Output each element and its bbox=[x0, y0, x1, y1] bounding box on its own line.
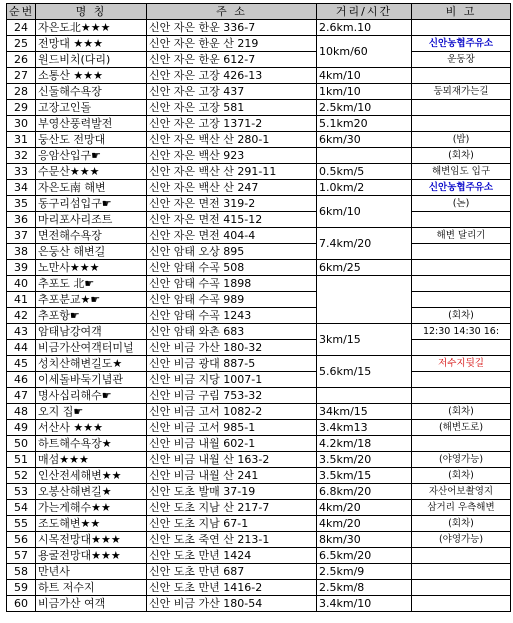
row-number: 39 bbox=[7, 260, 36, 276]
row-number: 55 bbox=[7, 516, 36, 532]
place-name: 고장고인돌 bbox=[36, 100, 147, 116]
address: 신안 자은 고장 426-13 bbox=[147, 68, 317, 84]
header-name: 명 칭 bbox=[36, 4, 147, 20]
note bbox=[412, 436, 511, 452]
table-row bbox=[7, 356, 511, 372]
note bbox=[412, 276, 511, 292]
distance-time: 5.6km/15 bbox=[317, 356, 412, 388]
note bbox=[412, 20, 511, 36]
note bbox=[412, 564, 511, 580]
place-name: 만년사 bbox=[36, 564, 147, 580]
address: 신안 자은 면전 404-4 bbox=[147, 228, 317, 244]
note bbox=[412, 260, 511, 276]
row-number: 58 bbox=[7, 564, 36, 580]
address: 신안 자은 고장 581 bbox=[147, 100, 317, 116]
address: 신안 자은 고장 1371-2 bbox=[147, 116, 317, 132]
place-name: 수문산★★★ bbox=[36, 164, 147, 180]
place-name: 전망대 ★★★ bbox=[36, 36, 147, 52]
address: 신안 자은 한운 336-7 bbox=[147, 20, 317, 36]
note bbox=[412, 372, 511, 388]
place-name: 자은도南 해변 bbox=[36, 180, 147, 196]
row-number: 52 bbox=[7, 468, 36, 484]
table-row bbox=[7, 484, 511, 500]
table-row bbox=[7, 180, 511, 196]
distance-time: 3.4km/10 bbox=[317, 596, 412, 612]
address: 신안 비금 고서 1082-2 bbox=[147, 404, 317, 420]
row-number: 44 bbox=[7, 340, 36, 356]
table-row bbox=[7, 372, 511, 388]
distance-time: 8km/30 bbox=[317, 532, 412, 548]
row-number: 30 bbox=[7, 116, 36, 132]
distance-time: 4km/20 bbox=[317, 500, 412, 516]
note: (회차) bbox=[412, 148, 511, 164]
note: (야영가능) bbox=[412, 452, 511, 468]
distance-time: 5.1km20 bbox=[317, 116, 412, 132]
table-row bbox=[7, 580, 511, 596]
note: 삼거리 우측해변 bbox=[412, 500, 511, 516]
table-row bbox=[7, 452, 511, 468]
place-name: 하트해수욕장★ bbox=[36, 436, 147, 452]
distance-time: 2.6km.10 bbox=[317, 20, 412, 36]
header-address: 주 소 bbox=[147, 4, 317, 20]
distance-time: 7.4km/20 bbox=[317, 228, 412, 260]
place-name: 오봉산해변길★ bbox=[36, 484, 147, 500]
place-name: 인산전세해변★★ bbox=[36, 468, 147, 484]
table-row bbox=[7, 164, 511, 180]
note: (회차) bbox=[412, 516, 511, 532]
place-name: 비금가산 여객 bbox=[36, 596, 147, 612]
place-name: 자은도北★★★ bbox=[36, 20, 147, 36]
distance-time: 3km/15 bbox=[317, 324, 412, 356]
address: 신안 자은 고장 437 bbox=[147, 84, 317, 100]
address: 신안 도초 지남 67-1 bbox=[147, 516, 317, 532]
place-name: 추포분교★☛ bbox=[36, 292, 147, 308]
distance-time: 3.5km/15 bbox=[317, 468, 412, 484]
note bbox=[412, 548, 511, 564]
address: 신안 암태 오상 895 bbox=[147, 244, 317, 260]
distance-time: 4km/20 bbox=[317, 516, 412, 532]
place-name: 은둥산 해변길 bbox=[36, 244, 147, 260]
place-name: 둥산도 전망대 bbox=[36, 132, 147, 148]
table-row bbox=[7, 228, 511, 244]
address: 신안 자은 백산 923 bbox=[147, 148, 317, 164]
row-number: 34 bbox=[7, 180, 36, 196]
table-row bbox=[7, 116, 511, 132]
route-table bbox=[6, 3, 511, 612]
address: 신안 비금 내월 산 163-2 bbox=[147, 452, 317, 468]
row-number: 25 bbox=[7, 36, 36, 52]
header-distance: 거리/시간 bbox=[317, 4, 412, 20]
address: 신안 비금 내월 산 241 bbox=[147, 468, 317, 484]
note bbox=[412, 580, 511, 596]
place-name: 암태남강여객 bbox=[36, 324, 147, 340]
row-number: 33 bbox=[7, 164, 36, 180]
header-note: 비 고 bbox=[412, 4, 511, 20]
address: 신안 도초 만년 687 bbox=[147, 564, 317, 580]
note bbox=[412, 100, 511, 116]
place-name: 비금가산여객터미널 bbox=[36, 340, 147, 356]
row-number: 54 bbox=[7, 500, 36, 516]
table-row bbox=[7, 100, 511, 116]
table-row bbox=[7, 212, 511, 228]
note: (논) bbox=[412, 196, 511, 212]
row-number: 36 bbox=[7, 212, 36, 228]
row-number: 56 bbox=[7, 532, 36, 548]
header-number: 순번 bbox=[7, 4, 36, 20]
address: 신안 비금 가산 180-54 bbox=[147, 596, 317, 612]
place-name: 이세돌바둑기념관 bbox=[36, 372, 147, 388]
note bbox=[412, 116, 511, 132]
place-name: 오지 집☛ bbox=[36, 404, 147, 420]
row-number: 26 bbox=[7, 52, 36, 68]
table-row bbox=[7, 324, 511, 340]
place-name: 부영산풍력발전 bbox=[36, 116, 147, 132]
row-number: 46 bbox=[7, 372, 36, 388]
table-row bbox=[7, 276, 511, 292]
place-name: 하트 저수지 bbox=[36, 580, 147, 596]
row-number: 48 bbox=[7, 404, 36, 420]
address: 신안 자은 면전 319-2 bbox=[147, 196, 317, 212]
place-name: 조도해변★★ bbox=[36, 516, 147, 532]
row-number: 49 bbox=[7, 420, 36, 436]
table-row bbox=[7, 84, 511, 100]
distance-time: 6.5km/20 bbox=[317, 548, 412, 564]
place-name: 마리포사리조트 bbox=[36, 212, 147, 228]
distance-time: 34km/15 bbox=[317, 404, 412, 420]
row-number: 29 bbox=[7, 100, 36, 116]
place-name: 응암산입구☛ bbox=[36, 148, 147, 164]
distance-time: 10km/60 bbox=[317, 36, 412, 68]
note: (회차) bbox=[412, 468, 511, 484]
table-row bbox=[7, 500, 511, 516]
note: (밥) bbox=[412, 132, 511, 148]
note: 자산어보촬영지 bbox=[412, 484, 511, 500]
table-row bbox=[7, 244, 511, 260]
table-row bbox=[7, 564, 511, 580]
table-row bbox=[7, 468, 511, 484]
row-number: 27 bbox=[7, 68, 36, 84]
distance-time: 0.5km/5 bbox=[317, 164, 412, 180]
table-row bbox=[7, 388, 511, 404]
row-number: 60 bbox=[7, 596, 36, 612]
travel-route-table bbox=[6, 3, 510, 612]
place-name: 소통산 ★★★ bbox=[36, 68, 147, 84]
address: 신안 비금 내월 602-1 bbox=[147, 436, 317, 452]
place-name: 노만사★★★ bbox=[36, 260, 147, 276]
row-number: 28 bbox=[7, 84, 36, 100]
distance-time: 6km/30 bbox=[317, 132, 412, 148]
note: 신안농협주유소 bbox=[412, 36, 511, 52]
table-row bbox=[7, 436, 511, 452]
table-row bbox=[7, 20, 511, 36]
place-name: 추포도 北☛ bbox=[36, 276, 147, 292]
row-number: 24 bbox=[7, 20, 36, 36]
place-name: 시목전망대★★★ bbox=[36, 532, 147, 548]
table-row bbox=[7, 148, 511, 164]
distance-time: 1.0km/2 bbox=[317, 180, 412, 196]
note: (해변도로) bbox=[412, 420, 511, 436]
table-row bbox=[7, 516, 511, 532]
table-row bbox=[7, 420, 511, 436]
table-row bbox=[7, 68, 511, 84]
distance-time: 3.5km/20 bbox=[317, 452, 412, 468]
distance-time: 6.8km/20 bbox=[317, 484, 412, 500]
row-number: 40 bbox=[7, 276, 36, 292]
address: 신안 암태 수곡 508 bbox=[147, 260, 317, 276]
address: 신안 자은 한운 산 219 bbox=[147, 36, 317, 52]
distance-time: 2.5km/8 bbox=[317, 580, 412, 596]
note: 둥뫼재가는길 bbox=[412, 84, 511, 100]
table-row bbox=[7, 340, 511, 356]
address: 신안 도초 지남 산 217-7 bbox=[147, 500, 317, 516]
address: 신안 자은 면전 415-12 bbox=[147, 212, 317, 228]
row-number: 43 bbox=[7, 324, 36, 340]
address: 신안 자은 백산 산 247 bbox=[147, 180, 317, 196]
row-number: 31 bbox=[7, 132, 36, 148]
note bbox=[412, 596, 511, 612]
row-number: 38 bbox=[7, 244, 36, 260]
table-row bbox=[7, 404, 511, 420]
place-name: 서산사 ★★★ bbox=[36, 420, 147, 436]
note: 운동장 bbox=[412, 52, 511, 68]
distance-time bbox=[317, 148, 412, 164]
address: 신안 도초 만년 1416-2 bbox=[147, 580, 317, 596]
row-number: 47 bbox=[7, 388, 36, 404]
distance-time: 2.5km/10 bbox=[317, 100, 412, 116]
distance-time: 4km/10 bbox=[317, 68, 412, 84]
address: 신안 도초 죽연 산 213-1 bbox=[147, 532, 317, 548]
row-number: 37 bbox=[7, 228, 36, 244]
row-number: 45 bbox=[7, 356, 36, 372]
place-name: 신둘해수욕장 bbox=[36, 84, 147, 100]
row-number: 51 bbox=[7, 452, 36, 468]
header-row bbox=[7, 4, 511, 20]
row-number: 59 bbox=[7, 580, 36, 596]
row-number: 42 bbox=[7, 308, 36, 324]
address: 신안 비금 광대 887-5 bbox=[147, 356, 317, 372]
distance-time: 6km/10 bbox=[317, 196, 412, 228]
note: 해변임도 입구 bbox=[412, 164, 511, 180]
address: 신안 자은 한운 612-7 bbox=[147, 52, 317, 68]
table-row bbox=[7, 132, 511, 148]
place-name: 용굴전망대★★★ bbox=[36, 548, 147, 564]
note bbox=[412, 292, 511, 308]
place-name: 명사십리해수☛ bbox=[36, 388, 147, 404]
note bbox=[412, 388, 511, 404]
note: 저수지뒷길 bbox=[412, 356, 511, 372]
row-number: 35 bbox=[7, 196, 36, 212]
note bbox=[412, 68, 511, 84]
address: 신안 비금 고서 985-1 bbox=[147, 420, 317, 436]
distance-time: 4.2km/18 bbox=[317, 436, 412, 452]
address: 신안 비금 가산 180-32 bbox=[147, 340, 317, 356]
table-row bbox=[7, 292, 511, 308]
note bbox=[412, 212, 511, 228]
place-name: 매섬★★★ bbox=[36, 452, 147, 468]
distance-time bbox=[317, 388, 412, 404]
note: (회차) bbox=[412, 404, 511, 420]
table-row bbox=[7, 548, 511, 564]
address: 신안 도초 발매 37-19 bbox=[147, 484, 317, 500]
row-number: 53 bbox=[7, 484, 36, 500]
address: 신안 암태 수곡 1243 bbox=[147, 308, 317, 324]
address: 신안 암태 와촌 683 bbox=[147, 324, 317, 340]
address: 신안 암태 수곡 989 bbox=[147, 292, 317, 308]
note: 해변 달리기 bbox=[412, 228, 511, 244]
table-row bbox=[7, 52, 511, 68]
row-number: 32 bbox=[7, 148, 36, 164]
place-name: 가는게해수★★ bbox=[36, 500, 147, 516]
table-row bbox=[7, 308, 511, 324]
note: 신안농협주유소 bbox=[412, 180, 511, 196]
distance-time: 6km/25 bbox=[317, 260, 412, 276]
note bbox=[412, 340, 511, 356]
address: 신안 자은 백산 산 291-11 bbox=[147, 164, 317, 180]
distance-time bbox=[317, 276, 412, 324]
table-row bbox=[7, 596, 511, 612]
address: 신안 암태 수곡 1898 bbox=[147, 276, 317, 292]
distance-time: 2.5km/9 bbox=[317, 564, 412, 580]
address: 신안 비금 지당 1007-1 bbox=[147, 372, 317, 388]
note: (회차) bbox=[412, 308, 511, 324]
table-row bbox=[7, 532, 511, 548]
row-number: 50 bbox=[7, 436, 36, 452]
address: 신안 자은 백산 산 280-1 bbox=[147, 132, 317, 148]
table-row bbox=[7, 36, 511, 52]
distance-time: 3.4km13 bbox=[317, 420, 412, 436]
row-number: 41 bbox=[7, 292, 36, 308]
place-name: 추포항☛ bbox=[36, 308, 147, 324]
address: 신안 비금 구림 753-32 bbox=[147, 388, 317, 404]
place-name: 동구리섬입구☛ bbox=[36, 196, 147, 212]
place-name: 원드비치(다리) bbox=[36, 52, 147, 68]
note: (야영가능) bbox=[412, 532, 511, 548]
table-row bbox=[7, 196, 511, 212]
distance-time: 1km/10 bbox=[317, 84, 412, 100]
note bbox=[412, 244, 511, 260]
place-name: 성치산해변길도★ bbox=[36, 356, 147, 372]
note: 12:30 14:30 16: bbox=[412, 324, 511, 340]
table-row bbox=[7, 260, 511, 276]
address: 신안 도초 만년 1424 bbox=[147, 548, 317, 564]
place-name: 면전해수욕장 bbox=[36, 228, 147, 244]
row-number: 57 bbox=[7, 548, 36, 564]
